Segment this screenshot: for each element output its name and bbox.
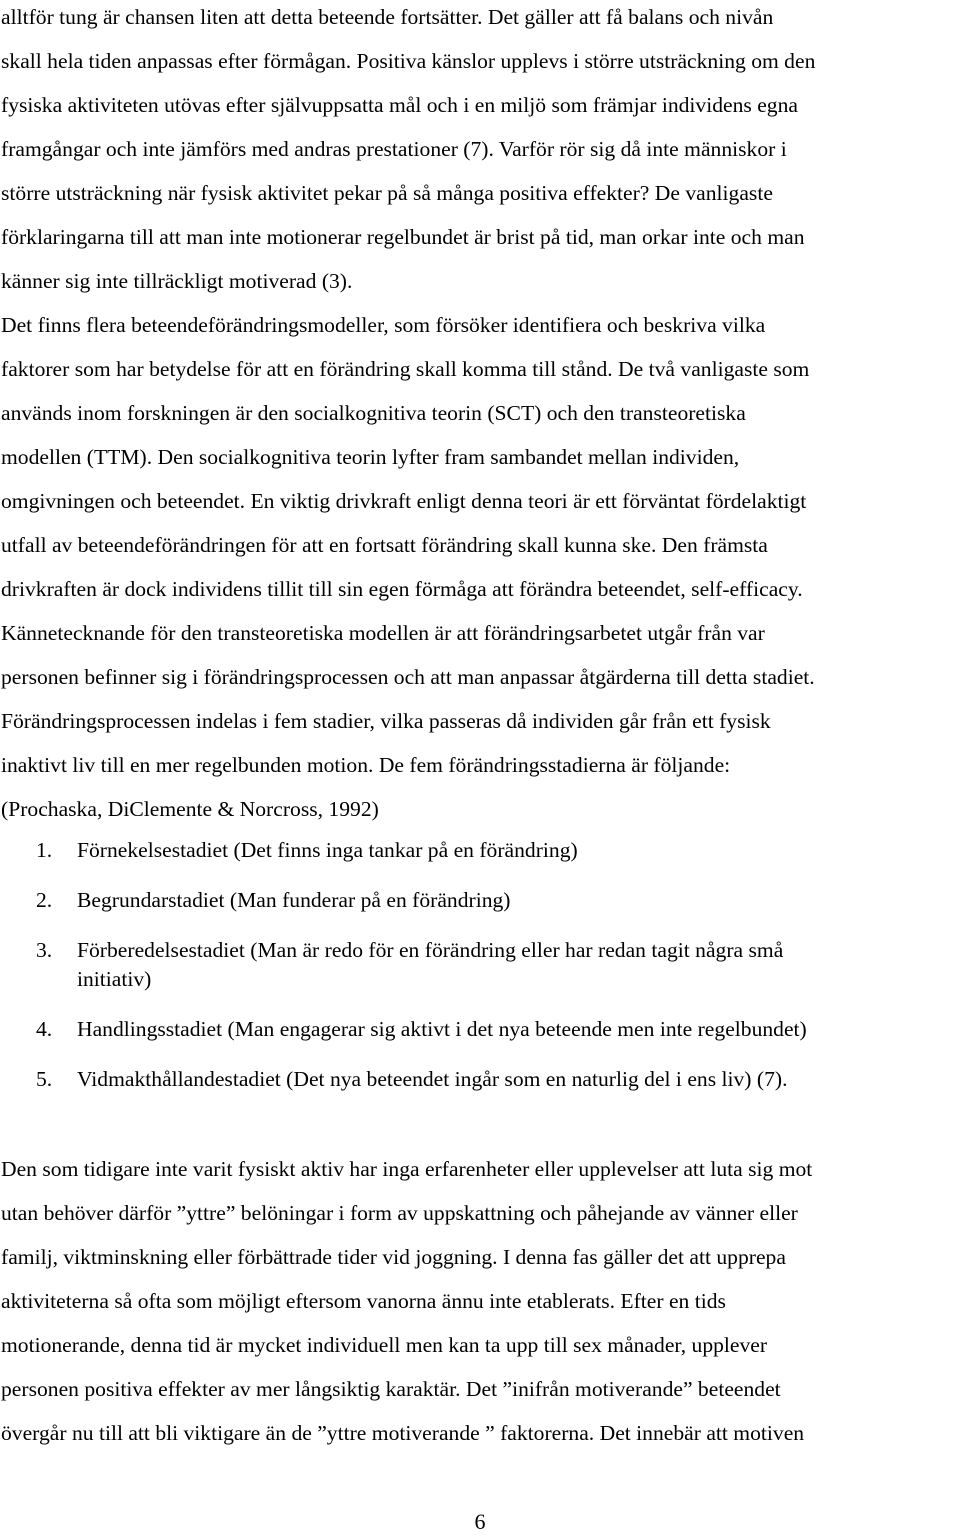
text-line: övergår nu till att bli viktigare än de ”yttre motiverande ” faktorerna. Det innebär att motiven	[1, 1421, 805, 1445]
text-line: drivkraften är dock individens tillit till sin egen förmåga att förändra beteendet, self-efficacy.	[1, 577, 803, 601]
stage-text: Förnekelsestadiet (Det finns inga tankar på en förändring)	[77, 838, 578, 862]
text-line: Förändringsprocessen indelas i fem stadier, vilka passeras då individen går från ett fysisk	[1, 709, 771, 733]
text-line: utan behöver därför ”yttre” belöningar i form av uppskattning och påhejande av vänner eller	[1, 1201, 798, 1225]
stage-text: Handlingsstadiet (Man engagerar sig aktivt i det nya beteende men inte regelbundet)	[77, 1017, 807, 1041]
stage-text: Förberedelsestadiet (Man är redo för en förändring eller har redan tagit några små	[77, 938, 784, 962]
text-line: motionerande, denna tid är mycket individuell men kan ta upp till sex månader, upplever	[1, 1333, 768, 1357]
text-line: skall hela tiden anpassas efter förmågan. Positiva känslor upplevs i större utsträckning om den	[1, 49, 816, 73]
stage-list-item	[0, 836, 960, 865]
stage-text: Vidmakthållandestadiet (Det nya beteendet ingår som en naturlig del i ens liv) (7).	[77, 1067, 788, 1091]
text-line: faktorer som har betydelse för att en förändring skall komma till stånd. De två vanligaste som	[1, 357, 810, 381]
list-number: 4.	[36, 1017, 53, 1041]
stage-list-item	[0, 886, 960, 915]
stage-text: initiativ)	[77, 967, 152, 991]
list-number: 1.	[36, 838, 53, 862]
page-number: 6	[474, 1509, 486, 1534]
text-line: känner sig inte tillräckligt motiverad (3).	[1, 269, 353, 293]
text-line: familj, viktminskning eller förbättrade tider vid joggning. I denna fas gäller det att upprepa	[1, 1245, 786, 1269]
text-line: används inom forskningen är den socialkognitiva teorin (SCT) och den transteoretiska	[1, 401, 746, 425]
text-line: Det finns flera beteendeförändringsmodeller, som försöker identifiera och beskriva vilka	[1, 313, 766, 337]
text-line: (Prochaska, DiClemente & Norcross, 1992)	[1, 797, 379, 821]
stage-list-item	[0, 1065, 960, 1094]
text-line: modellen (TTM). Den socialkognitiva teorin lyfter fram sambandet mellan individen,	[1, 445, 740, 469]
text-line: fysiska aktiviteten utövas efter självuppsatta mål och i en miljö som främjar individens egna	[1, 93, 798, 117]
text-line: förklaringarna till att man inte motionerar regelbundet är brist på tid, man orkar inte och man	[1, 225, 805, 249]
stage-list-item	[0, 1015, 960, 1044]
text-line: omgivningen och beteendet. En viktig drivkraft enligt denna teori är ett förväntat fördelaktigt	[1, 489, 807, 513]
text-line: Den som tidigare inte varit fysiskt aktiv har inga erfarenheter eller upplevelser att luta sig mot	[1, 1157, 813, 1181]
list-number: 2.	[36, 888, 53, 912]
stage-list	[0, 836, 960, 1115]
text-line: utfall av beteendeförändringen för att en fortsatt förändring skall kunna ske. Den främsta	[1, 533, 768, 557]
list-number: 5.	[36, 1067, 53, 1091]
text-line: aktiviteterna så ofta som möjligt eftersom vanorna ännu inte etablerats. Efter en tids	[1, 1289, 726, 1313]
text-line: framgångar och inte jämförs med andras prestationer (7). Varför rör sig då inte människor i	[1, 137, 787, 161]
text-line: personen positiva effekter av mer långsiktig karaktär. Det ”inifrån motiverande” beteendet	[1, 1377, 781, 1401]
text-line: inaktivt liv till en mer regelbunden motion. De fem förändringsstadierna är följande:	[1, 753, 731, 777]
stage-text: Begrundarstadiet (Man funderar på en förändring)	[77, 888, 511, 912]
text-line: personen befinner sig i förändringsprocessen och att man anpassar åtgärderna till detta stadiet.	[1, 665, 815, 689]
text-line: större utsträckning när fysisk aktivitet pekar på så många positiva effekter? De vanligaste	[1, 181, 773, 205]
text-line: alltför tung är chansen liten att detta beteende fortsätter. Det gäller att få balans och nivån	[1, 5, 774, 29]
body-paragraph	[1, 0, 959, 831]
text-line: Kännetecknande för den transteoretiska modellen är att förändringsarbetet utgår från var	[1, 621, 765, 645]
stage-list-item	[0, 936, 960, 994]
body-paragraph	[1, 1147, 959, 1455]
list-number: 3.	[36, 938, 53, 962]
